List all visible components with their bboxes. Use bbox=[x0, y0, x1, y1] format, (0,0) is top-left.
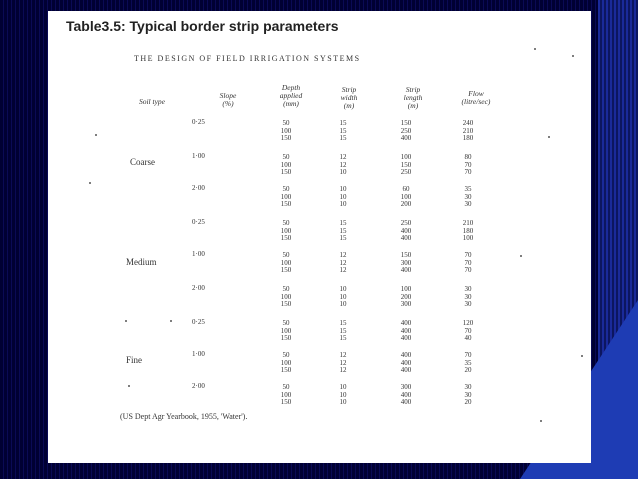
table-cell-depth: 50 100 150 bbox=[280, 153, 292, 176]
slope-value: 2·00 bbox=[192, 284, 205, 292]
scan-speck bbox=[89, 182, 91, 184]
table-cell-length: 60 100 200 bbox=[400, 185, 412, 208]
table-cell-length: 400 400 400 bbox=[400, 351, 412, 374]
soil-type-label: Coarse bbox=[130, 157, 155, 167]
table-cell-flow: 30 30 20 bbox=[464, 383, 472, 406]
slope-value: 0·25 bbox=[192, 218, 205, 226]
table-cell-length: 300 400 400 bbox=[400, 383, 412, 406]
table-cell-flow: 35 30 30 bbox=[464, 185, 472, 208]
slope-value: 0·25 bbox=[192, 318, 205, 326]
table-cell-depth: 50 100 150 bbox=[280, 383, 292, 406]
table-cell-width: 15 15 15 bbox=[339, 119, 347, 142]
table-cell-depth: 50 100 150 bbox=[280, 251, 292, 274]
slope-value: 1·00 bbox=[192, 152, 205, 160]
column-header: Strip length (m) bbox=[403, 85, 423, 110]
table-cell-length: 100 150 250 bbox=[400, 153, 412, 176]
table-cell-width: 10 10 10 bbox=[339, 185, 347, 208]
scan-speck bbox=[572, 55, 574, 57]
scan-speck bbox=[540, 420, 542, 422]
source-citation: (US Dept Agr Yearbook, 1955, 'Water'). bbox=[120, 412, 248, 421]
table-cell-length: 150 300 400 bbox=[400, 251, 412, 274]
table-cell-flow: 30 30 30 bbox=[464, 285, 472, 308]
slope-value: 1·00 bbox=[192, 250, 205, 258]
table-cell-length: 100 200 300 bbox=[400, 285, 412, 308]
table-cell-depth: 50 100 150 bbox=[280, 319, 292, 342]
table-cell-length: 150 250 400 bbox=[400, 119, 412, 142]
table-cell-width: 15 15 15 bbox=[339, 219, 347, 242]
table-cell-flow: 120 70 40 bbox=[462, 319, 474, 342]
table-cell-depth: 50 100 150 bbox=[280, 119, 292, 142]
book-running-head: THE DESIGN OF FIELD IRRIGATION SYSTEMS bbox=[134, 54, 361, 63]
slope-value: 0·25 bbox=[192, 118, 205, 126]
table-cell-width: 15 15 15 bbox=[339, 319, 347, 342]
scan-speck bbox=[520, 255, 522, 257]
table-cell-width: 12 12 12 bbox=[339, 351, 347, 374]
column-header: Flow (litre/sec) bbox=[461, 89, 491, 106]
table-cell-depth: 50 100 150 bbox=[280, 219, 292, 242]
table-cell-depth: 50 100 150 bbox=[280, 185, 292, 208]
table-cell-width: 10 10 10 bbox=[339, 285, 347, 308]
table-cell-length: 400 400 400 bbox=[400, 319, 412, 342]
table-cell-flow: 80 70 70 bbox=[464, 153, 472, 176]
soil-type-label: Fine bbox=[126, 355, 143, 365]
table-cell-flow: 70 70 70 bbox=[464, 251, 472, 274]
scan-speck bbox=[581, 355, 583, 357]
table-cell-flow: 70 35 20 bbox=[464, 351, 472, 374]
column-header: Slope (%) bbox=[219, 91, 237, 108]
table-cell-length: 250 400 400 bbox=[400, 219, 412, 242]
column-header: Strip width (m) bbox=[340, 85, 358, 110]
scan-speck bbox=[170, 320, 172, 322]
soil-type-label: Medium bbox=[126, 257, 157, 267]
scan-speck bbox=[534, 48, 536, 50]
table-cell-width: 12 12 12 bbox=[339, 251, 347, 274]
scan-speck bbox=[548, 136, 550, 138]
table-title: Table3.5: Typical border strip parameters bbox=[66, 18, 339, 34]
column-header: Depth applied (mm) bbox=[279, 83, 303, 108]
document-page bbox=[48, 11, 591, 463]
slope-value: 1·00 bbox=[192, 350, 205, 358]
table-cell-depth: 50 100 150 bbox=[280, 285, 292, 308]
table-cell-width: 12 12 10 bbox=[339, 153, 347, 176]
column-header: Soil type bbox=[138, 97, 166, 106]
table-cell-depth: 50 100 150 bbox=[280, 351, 292, 374]
slope-value: 2·00 bbox=[192, 382, 205, 390]
slope-value: 2·00 bbox=[192, 184, 205, 192]
scan-speck bbox=[125, 320, 127, 322]
scan-speck bbox=[95, 134, 97, 136]
table-cell-flow: 240 210 180 bbox=[462, 119, 474, 142]
table-cell-flow: 210 180 100 bbox=[462, 219, 474, 242]
table-cell-width: 10 10 10 bbox=[339, 383, 347, 406]
scan-speck bbox=[128, 385, 130, 387]
